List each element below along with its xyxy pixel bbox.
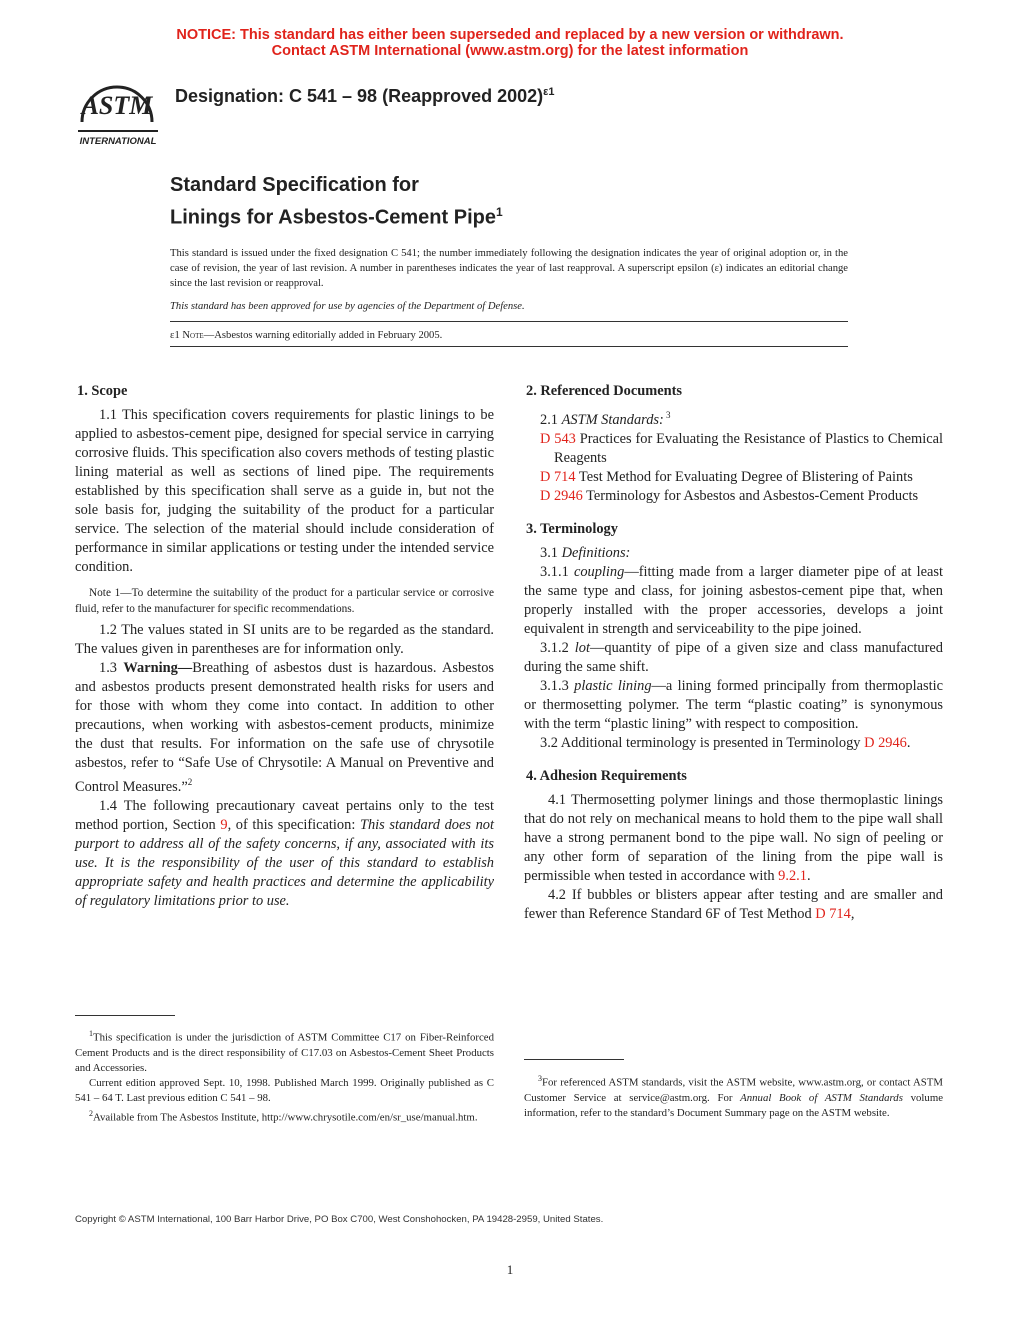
issued-statement: This standard is issued under the fixed designation C 541; the number immediately following the designation indicates the year of original adoption or, in the case of revision, the year of last revision. A number in parentheses indicates the year of last reapproval. A superscript epsilon (ε) indicates an editorial change since the last revision or reapproval. <box>170 248 848 289</box>
title-line-2: Linings for Asbestos-Cement Pipe$^1$ <box>170 205 503 229</box>
footnote-2: $^2$Available from The Asbestos Institute, http://www.chrysotile.com/en/sr_use/manual.htm. <box>89 1108 478 1124</box>
astm-logo <box>72 70 162 150</box>
section-3-1-1: 3.1.1 coupling—fitting made from a larger diameter pipe of at least the same type and class, for joining asbestos-cement pipe that, when properly installed with the proper accessories, develops a joint equivalent in strength and serviceability to the pipe joined. <box>524 563 943 637</box>
adhesion-heading: 4. Adhesion Requirements <box>526 767 687 784</box>
title-line-1: Standard Specification for <box>170 174 419 196</box>
dod-statement: This standard has been approved for use by agencies of the Department of Defense. <box>170 301 525 312</box>
reference-link[interactable]: D 2946 <box>540 487 583 504</box>
scope-heading: 1. Scope <box>77 383 128 399</box>
section-9-2-1-link[interactable]: 9.2.1 <box>778 867 807 884</box>
notice-line-2: Contact ASTM International (www.astm.org) for the latest information <box>271 43 749 59</box>
divider <box>170 321 848 322</box>
svg-text:INTERNATIONAL: INTERNATIONAL <box>79 136 157 147</box>
section-1-1: 1.1 This specification covers requirements for plastic linings to be applied to asbestos-cement pipe, designed for special service in carrying corrosive fluids. This specification also covers methods of testing plastic lining material as well as sections of lined pipe. The requirements established by this specification shall serve as a guide in, but not the sole basis for, judging the suitability of the product for a particular service. The selection of the material should include consideration of performance in similar applications or testing under the intended service condition. <box>75 407 494 575</box>
reference-link[interactable]: D 543 <box>540 430 576 447</box>
referenced-documents-heading: 2. Referenced Documents <box>526 383 682 399</box>
reference-link[interactable]: D 714 <box>540 468 576 485</box>
astm-logo-icon <box>72 70 162 150</box>
right-column <box>524 382 943 924</box>
notice-line-1: NOTICE: This standard has either been superseded and replaced by a new version or withdrawn. <box>176 27 844 43</box>
svg-text:ASTM: ASTM <box>81 91 153 120</box>
footnote-divider <box>524 1059 624 1060</box>
section-3-1: 3.1 Definitions: <box>540 544 631 561</box>
section-9-link[interactable]: 9 <box>220 816 228 833</box>
section-1-3: 1.3 Warning—Breathing of asbestos dust is hazardous. Asbestos and asbestos products present demonstrated health risks for users and for those with whom they come into contact. In addition to other precautions, when working with asbestos-cement products, minimize the dust that results. For information on the safe use of chrysotile asbestos, refer to “Safe Use of Chrysotile: A Manual on Preventive and Control Measures.”$^2$ <box>75 660 495 795</box>
divider <box>170 346 848 347</box>
footnote-1-edition: Current edition approved Sept. 10, 1998. Published March 1999. Originally published as C 541 – 64 T. Last previous edition C 541 – 98. <box>75 1076 494 1104</box>
left-footnotes <box>75 1026 494 1125</box>
left-column <box>75 382 494 911</box>
section-1-4: 1.4 The following precautionary caveat pertains only to the test method portion, Section 9, of this specification: This standard does not purport to address all of the safety concerns, if any, associated with its use. It is the responsibility of the user of this standard to establish appropriate safety and health practices and determine the applicability of regulatory limitations prior to use. <box>75 797 494 909</box>
footnote-3: $^3$For referenced ASTM standards, visit the ASTM website, www.astm.org, or contact ASTM Customer Service at service@astm.org. For Annual Book of ASTM Standards volume information, refer to the standard’s Document Summary page on the ASTM website. <box>524 1074 944 1119</box>
footnote-divider <box>75 1015 175 1016</box>
section-4-1: 4.1 Thermosetting polymer linings and those thermoplastic linings that do not rely on mechanical means to hold them to the pipe wall shall have a strong permanent bond to the pipe wall. No sign of peeling or any other form of separation of the lining from the pipe wall is permissible when tested in accordance with 9.2.1. <box>524 791 943 884</box>
reference-item: D 714 Test Method for Evaluating Degree of Blistering of Paints <box>540 468 913 485</box>
document-title <box>170 172 503 232</box>
note-1: Note 1—To determine the suitability of the product for a particular service or corrosive fluid, refer to the manufacturer for specific recommendations. <box>75 587 494 615</box>
reference-item: D 2946 Terminology for Asbestos and Asbestos-Cement Products <box>540 487 919 504</box>
section-1-2: 1.2 The values stated in SI units are to be regarded as the standard. The values given in parentheses are for information only. <box>75 622 494 657</box>
section-3-1-2: 3.1.2 lot—quantity of pipe of a given size and class manufactured during the same shift. <box>524 639 943 675</box>
section-3-1-3: 3.1.3 plastic lining—a lining formed principally from thermoplastic or thermosetting polymer. The term “plastic coating” is synonymous with the term “plastic lining” with respect to composition. <box>524 677 943 732</box>
footnote-1: $^1$This specification is under the jurisdiction of ASTM Committee C17 on Fiber-Reinforced Cement Products and is the direct responsibility of C17.03 on Asbestos-Cement Sheet Products and Accessories. <box>75 1029 494 1074</box>
d2946-link[interactable]: D 2946 <box>864 734 907 751</box>
section-4-2: 4.2 If bubbles or blisters appear after testing and are smaller and fewer than Reference Standard 6F of Test Method D 714, <box>524 886 943 922</box>
page-number: 1 <box>506 1262 514 1277</box>
section-2-1: 2.1 ASTM Standards: $^3$ <box>540 410 671 428</box>
terminology-heading: 3. Terminology <box>526 520 618 537</box>
copyright: Copyright © ASTM International, 100 Barr Harbor Drive, PO Box C700, West Conshohocken, PA 19428-2959, United States. <box>75 1214 604 1225</box>
designation: Designation: C 541 – 98 (Reapproved 2002)$^{\varepsilon 1}$ <box>175 86 555 106</box>
section-3-2: 3.2 Additional terminology is presented in Terminology D 2946. <box>540 734 911 751</box>
reference-item: D 543 Practices for Evaluating the Resistance of Plastics to Chemical Reagents <box>540 430 943 466</box>
epsilon-note: ε1 Note—Asbestos warning editorially added in February 2005. <box>170 330 443 341</box>
d714-link[interactable]: D 714 <box>815 905 851 922</box>
